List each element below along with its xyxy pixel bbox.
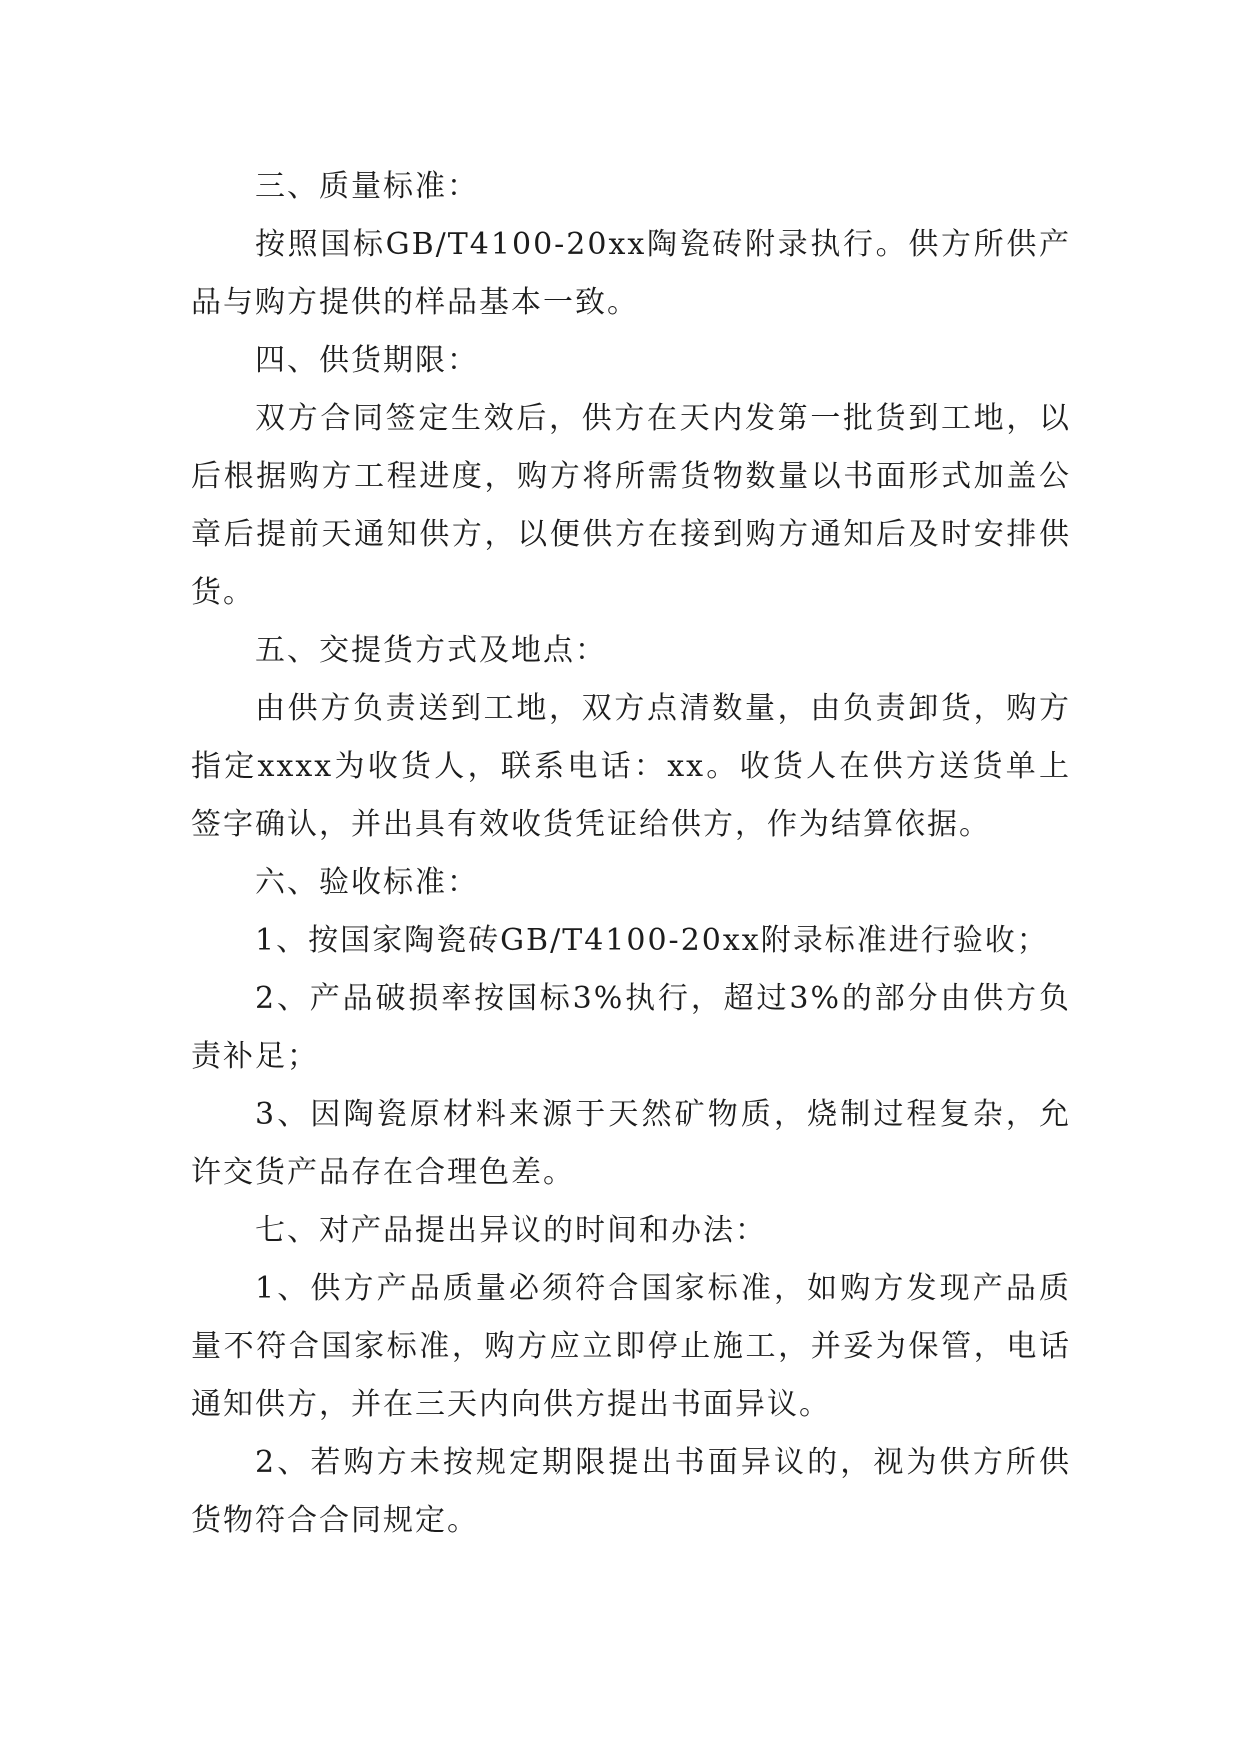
acceptance-item-1: 1、按国家陶瓷砖GB/T4100-20xx附录标准进行验收； <box>255 923 1049 958</box>
section-heading-objection: 七、对产品提出异议的时间和办法： <box>255 1213 767 1248</box>
section-heading-acceptance: 六、验收标准： <box>255 865 479 900</box>
paragraph-delivery-method: 由供方负责送到工地，双方点清数量，由负责卸货，购方指定xxxx为收货人，联系电话：xx。收货人在供方送货单上签字确认，并出具有效收货凭证给供方，作为结算依据。 <box>191 691 1071 842</box>
section-heading-quality: 三、质量标准： <box>255 169 479 204</box>
acceptance-item-2: 2、产品破损率按国标3%执行，超过3%的部分由供方负责补足； <box>191 981 1071 1074</box>
document-body <box>191 158 1071 1550</box>
paragraph-quality: 按照国标GB/T4100-20xx陶瓷砖附录执行。供方所供产品与购方提供的样品基本一致。 <box>191 227 1071 320</box>
section-heading-delivery-period: 四、供货期限： <box>255 343 479 378</box>
section-heading-delivery-method: 五、交提货方式及地点： <box>255 633 607 668</box>
objection-item-2: 2、若购方未按规定期限提出书面异议的，视为供方所供货物符合合同规定。 <box>191 1445 1071 1538</box>
paragraph-delivery-period: 双方合同签定生效后，供方在天内发第一批货到工地，以后根据购方工程进度，购方将所需货物数量以书面形式加盖公章后提前天通知供方，以便供方在接到购方通知后及时安排供货。 <box>191 401 1071 610</box>
objection-item-1: 1、供方产品质量必须符合国家标准，如购方发现产品质量不符合国家标准，购方应立即停止施工，并妥为保管，电话通知供方，并在三天内向供方提出书面异议。 <box>191 1271 1071 1422</box>
acceptance-item-3: 3、因陶瓷原材料来源于天然矿物质，烧制过程复杂，允许交货产品存在合理色差。 <box>191 1097 1071 1190</box>
